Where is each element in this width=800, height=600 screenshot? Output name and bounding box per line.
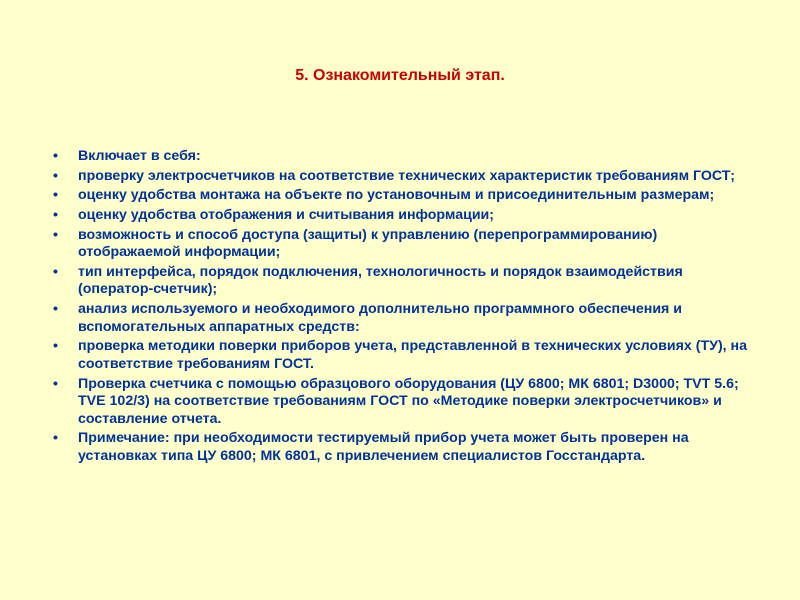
list-item [53,301,753,336]
bullet-icon: • [53,226,58,243]
list-item [53,430,753,465]
list-item [53,227,753,262]
bullet-icon: • [53,301,58,318]
bullet-icon: • [53,148,58,164]
bullet-icon: • [53,187,58,204]
bullet-icon: • [53,167,58,184]
bullet-icon: • [53,375,58,392]
list-item-text: возможность и способ доступа (защиты) к управлению (перепрограммированию) отображаемой информации; [78,226,658,261]
list-item-text: тип интерфейса, порядок подключения, технологичность и порядок взаимодействия (оператор-счетчик); [78,263,683,298]
list-item [53,338,753,373]
list-item [53,264,753,299]
bullet-icon: • [53,263,58,280]
bullet-icon: • [53,338,58,355]
list-item-text: проверку электросчетчиков на соответствие технических характеристик требованиям ГОСТ; [78,167,736,184]
list-item [53,207,753,225]
list-item [53,376,753,429]
bullet-icon: • [53,430,58,447]
list-item [53,168,753,186]
list-item [53,187,753,205]
list-item-text: оценку удобства монтажа на объекте по установочным и присоединительным размерам; [78,187,715,204]
list-item-text: оценку удобства отображения и считывания информации; [78,207,495,224]
slide-title: 5. Ознакомительный этап. [295,67,505,84]
list-item-text: Проверка счетчика с помощью образцового оборудования (ЦУ 6800; МК 6801; D3000; TVT 5.6; TVE 102/3) на соответствие требованиям ГОСТ по «Методике поверки электросчетчиков» и составление отчета. [78,375,739,427]
list-item [53,148,753,166]
list-item-text: Примечание: при необходимости тестируемый прибор учета может быть проверен на установках типа ЦУ 6800; МК 6801, с привлечением специалистов Госстандарта. [78,430,689,464]
list-item-text: проверка методики поверки приборов учета, представленной в технических условиях (ТУ), на соответствие требованиям ГОСТ. [78,338,748,372]
bullet-icon: • [53,207,58,224]
list-item-text: Включает в себя: [78,148,201,164]
bullet-list [53,148,753,467]
list-item-text: анализ используемого и необходимого дополнительно программного обеспечения и вспомогательных аппаратных средств: [78,301,682,335]
